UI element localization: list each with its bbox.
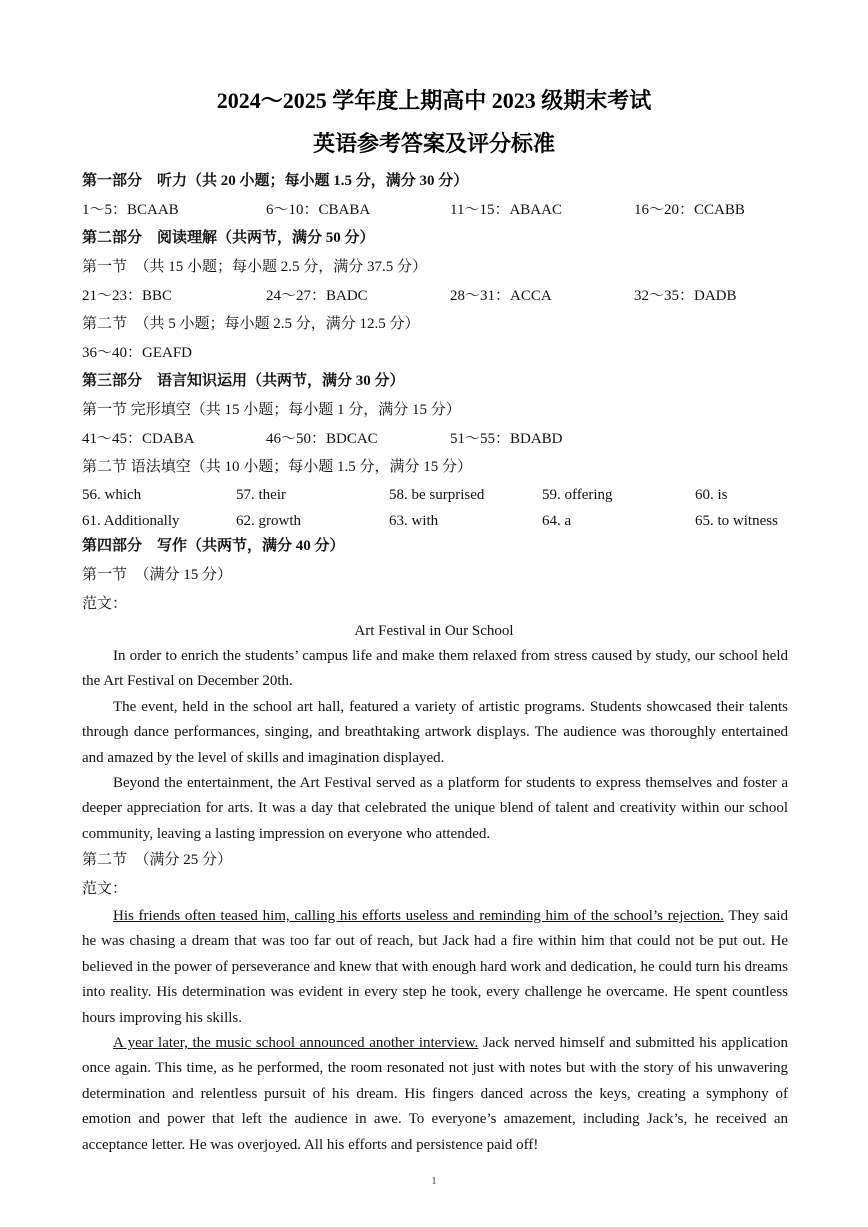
part4-section1-heading: 第一节 （满分 15 分） — [82, 567, 233, 583]
essay-title: Art Festival in Our School — [354, 623, 514, 639]
part4-heading: 第四部分 写作（共两节，满分 40 分） — [82, 538, 345, 554]
grammar-answer: 56. which — [82, 487, 142, 503]
answer-group: 36～40：GEAFD — [82, 345, 193, 361]
page-number: 1 — [431, 1176, 437, 1187]
answer-group: 28～31：ACCA — [450, 288, 552, 304]
grammar-answer: 63. with — [389, 513, 439, 529]
document-subtitle: 英语参考答案及评分标准 — [312, 131, 555, 156]
underlined-opening-sentence: A year later, the music school announced another interview. — [113, 1035, 479, 1051]
document-title: 2024～2025 学年度上期高中 2023 级期末考试 — [216, 88, 652, 113]
answer-group: 21～23：BBC — [82, 288, 173, 304]
answer-group: 41～45：CDABA — [82, 431, 195, 447]
part2-heading: 第二部分 阅读理解（共两节，满分 50 分） — [82, 230, 375, 246]
essay-paragraph: The event, held in the school art hall, featured a variety of artistic programs. Students showcased their talents through dance performances, singing, and breathtaking artwork displays. The audience was thoroughly entertained and amazed by the level of skills and imagination displayed. — [82, 699, 788, 766]
grammar-answer: 64. a — [542, 513, 572, 529]
essay-paragraph: Beyond the entertainment, the Art Festival served as a platform for students to express themselves and foster a deeper appreciation for arts. It was a day that celebrated the unique blend of talent and creativity within our school community, leaving a lasting impression on everyone who attended. — [82, 775, 788, 842]
part3-section2-heading: 第二节 语法填空（共 10 小题；每小题 1.5 分，满分 15 分） — [82, 459, 473, 475]
answer-group: 1～5：BCAAB — [82, 202, 179, 218]
grammar-answer: 60. is — [695, 487, 728, 503]
continuation-paragraph — [82, 1031, 788, 1158]
continuation-paragraph — [82, 904, 788, 1031]
grammar-answer: 58. be surprised — [389, 487, 485, 503]
answer-group: 51～55：BDABD — [450, 431, 563, 447]
underlined-opening-sentence: His friends often teased him, calling his efforts useless and reminding him of the school’s rejection. — [113, 908, 724, 924]
grammar-answer: 65. to witness — [695, 513, 778, 529]
part3-heading: 第三部分 语言知识运用（共两节，满分 30 分） — [82, 373, 405, 389]
part2-section1-heading: 第一节 （共 15 小题；每小题 2.5 分，满分 37.5 分） — [82, 259, 428, 275]
answer-group: 32～35：DADB — [634, 288, 737, 304]
answer-group: 11～15：ABAAC — [450, 202, 562, 218]
answer-group: 16～20：CCABB — [634, 202, 745, 218]
grammar-answer: 59. offering — [542, 487, 613, 503]
essay-paragraph: In order to enrich the students’ campus life and make them relaxed from stress caused by study, our school held the Art Festival on December 20th. — [82, 648, 788, 690]
part1-heading: 第一部分 听力（共 20 小题；每小题 1.5 分，满分 30 分） — [82, 173, 469, 189]
answer-group: 6～10：CBABA — [266, 202, 371, 218]
grammar-answer: 57. their — [236, 487, 286, 503]
part3-section1-heading: 第一节 完形填空（共 15 小题；每小题 1 分，满分 15 分） — [82, 402, 461, 418]
part2-section2-heading: 第二节 （共 5 小题；每小题 2.5 分，满分 12.5 分） — [82, 316, 420, 332]
paragraph-text: Jack nerved himself and submitted his application once again. This time, as he performed, the room resonated not just with notes but with the story of his unwavering determination and relentless pursuit of his dream. His fingers danced across the keys, creating a symphony of emotion and power that left the audience in awe. To everyone’s amazement, including Jack’s, he received an acceptance letter. He was overjoyed. All his efforts and persistence paid off! — [82, 1035, 788, 1153]
answer-group: 24～27：BADC — [266, 288, 368, 304]
sample-label: 范文： — [82, 881, 128, 897]
part4-section2-heading: 第二节 （满分 25 分） — [82, 852, 233, 868]
answer-group: 46～50：BDCAC — [266, 431, 378, 447]
grammar-answer: 62. growth — [236, 513, 301, 529]
sample-label: 范文： — [82, 596, 128, 612]
grammar-answer: 61. Additionally — [82, 513, 180, 529]
paragraph-text: They said he was chasing a dream that was too far out of reach, but Jack had a fire within him that could not be put out. He believed in the power of perseverance and knew that with enough hard work and dedication, he could turn his dreams into reality. His determination was evident in every step he took, every challenge he overcame. He spent countless hours improving his skills. — [82, 908, 788, 1026]
